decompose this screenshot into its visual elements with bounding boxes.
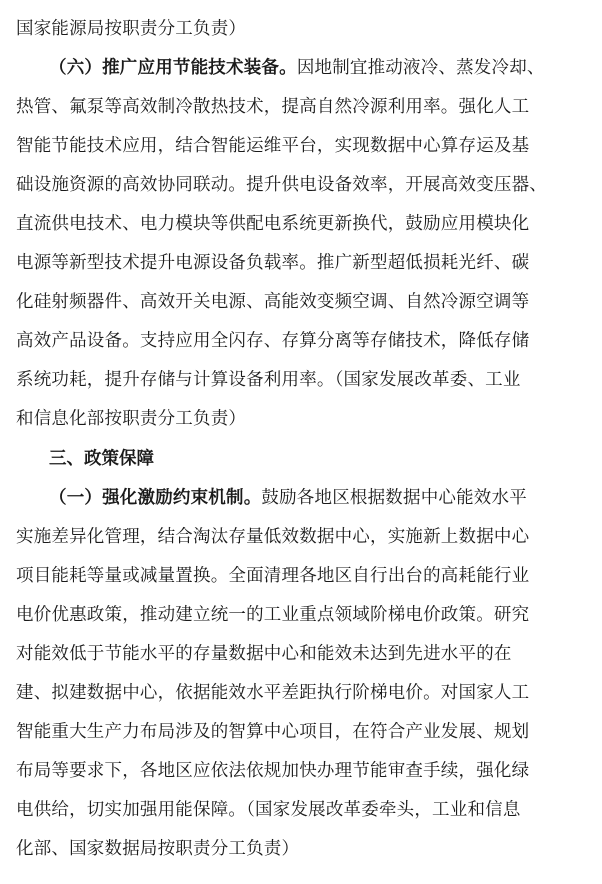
section-1-first-line bbox=[16, 479, 584, 518]
section-1-first-text: 鼓励各地区根据数据中心能效水平 bbox=[261, 488, 527, 508]
section-1-line: 建、拟建数据中心，依据能效水平差距执行阶梯电价。对国家人工 bbox=[16, 683, 530, 703]
section-6-line: 化硅射频器件、高效开关电源、高能效变频空调、自然冷源空调等 bbox=[16, 292, 530, 312]
section-1-line: 实施差异化管理，结合淘汰存量低效数据中心，实施新上数据中心 bbox=[16, 527, 530, 547]
section-1-line: 电供给，切实加强用能保障。（国家发展改革委牵头，工业和信息 bbox=[16, 800, 521, 820]
section-6-title: （六）推广应用节能技术装备。 bbox=[49, 58, 297, 78]
section-1-line: 化部、国家数据局按职责分工负责） bbox=[16, 839, 300, 859]
section-6-line: 直流供电技术、电力模块等供配电系统更新换代，鼓励应用模块化 bbox=[16, 214, 530, 234]
section-6-line: 系统功耗，提升存储与计算设备利用率。（国家发展改革委、工业 bbox=[16, 370, 521, 390]
section-6-line: 和信息化部按职责分工负责） bbox=[16, 409, 247, 429]
heading-policy-guarantee: 三、政策保障 bbox=[49, 449, 154, 469]
section-6-line: 高效产品设备。支持应用全闪存、存算分离等存储技术，降低存储 bbox=[16, 331, 530, 351]
section-1-line: 项目能耗等量或减量置换。全面清理各地区自行出台的高耗能行业 bbox=[16, 566, 530, 586]
section-6-line: 础设施资源的高效协同联动。提升供电设备效率，开展高效变压器、 bbox=[16, 175, 547, 195]
section-6-line: 热管、氟泵等高效制冷散热技术，提高自然冷源利用率。强化人工 bbox=[16, 97, 530, 117]
section-1-line: 布局等要求下，各地区应依法依规加快办理节能审查手续，强化绿 bbox=[16, 761, 530, 781]
continuation-line: 国家能源局按职责分工负责） bbox=[16, 19, 247, 39]
section-6-first-text: 因地制宜推动液冷、蒸发冷却、 bbox=[296, 58, 545, 78]
section-1-line: 对能效低于节能水平的存量数据中心和能效未达到先进水平的在 bbox=[16, 644, 512, 664]
section-1-title: （一）强化激励约束机制。 bbox=[49, 488, 262, 508]
section-1-line: 智能重大生产力布局涉及的智算中心项目，在符合产业发展、规划 bbox=[16, 722, 530, 742]
section-1-line: 电价优惠政策，推动建立统一的工业重点领域阶梯电价政策。研究 bbox=[16, 605, 530, 625]
section-6-line: 智能节能技术应用，结合智能运维平台，实现数据中心算存运及基 bbox=[16, 136, 530, 156]
section-6-line: 电源等新型技术提升电源设备负载率。推广新型超低损耗光纤、碳 bbox=[16, 253, 530, 273]
section-6-first-line bbox=[16, 49, 584, 88]
